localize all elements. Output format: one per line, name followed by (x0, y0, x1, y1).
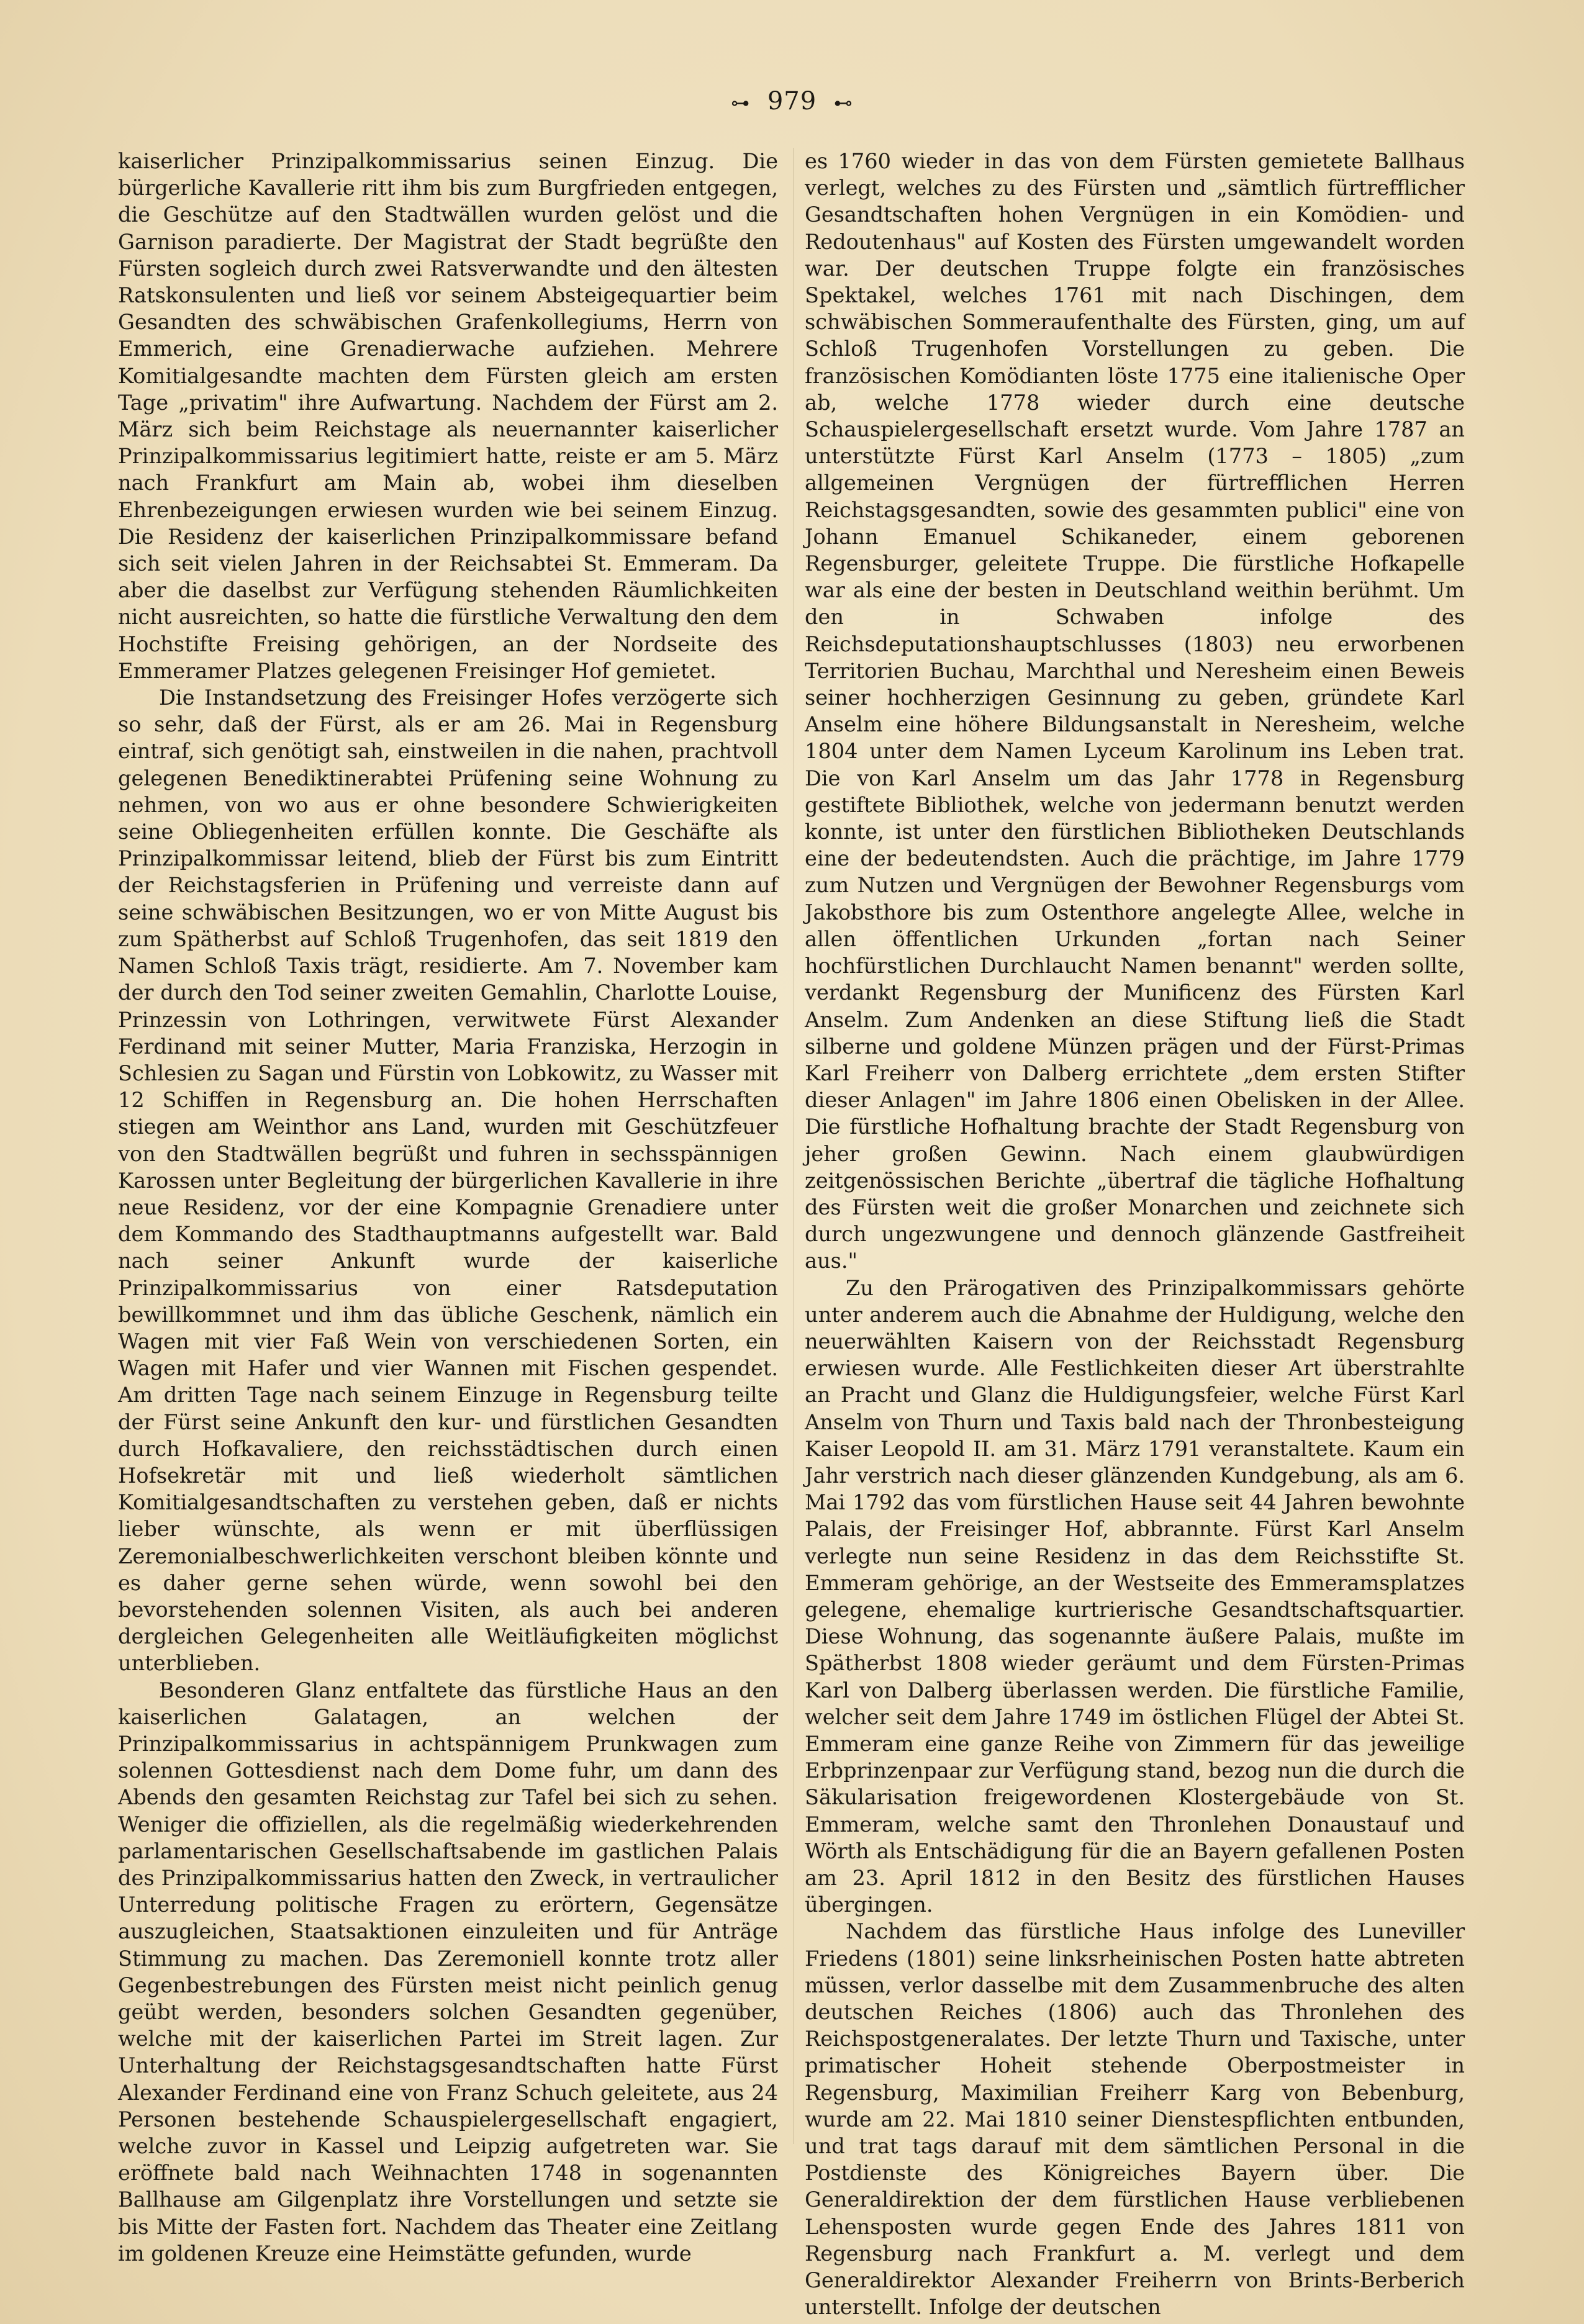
page-number: 979 (767, 87, 817, 115)
left-column (118, 148, 778, 2266)
paragraph: Nachdem das fürstliche Haus infolge des Luneviller Friedens (1801) seine linksrheinischen Posten hatte abtreten müssen, verlor dasselbe mit dem Zusammenbruche des alten deutschen Reiches (1806) auch das Thronlehen des Reichspostgeneralates. Der letzte Thurn und Taxische, unter primatischer Hoheit stehende Oberpostmeister in Regensburg, Maximilian Freiherr Karg von Bebenburg, wurde am 22. Mai 1810 seiner Dienstespflichten entbunden, und trat tags darauf mit dem sämtlichen Personal in die Postdienste des Königreiches Bayern über. Die Generaldirektion der dem fürstlichen Hause verbliebenen Lehensposten wurde gegen Ende des Jahres 1811 von Regensburg nach Frankfurt a. M. verlegt und dem Generaldirektor Alexander Freiherrn von Brints-Berberich unterstellt. Infolge der deutschen (805, 1919, 1465, 2320)
paragraph: kaiserlicher Prinzipalkommissarius seinen Einzug. Die bürgerliche Kavallerie ritt ihm bis zum Burgfrieden entgegen, die Geschütze auf den Stadtwällen wurden gelöst und die Garnison paradierte. Der Magistrat der Stadt begrüßte den Fürsten sogleich durch zwei Ratsverwandte und den ältesten Ratskonsulenten und ließ vor seinem Absteigequartier beim Gesandten des schwäbischen Grafenkollegiums, Herrn von Emmerich, eine Grenadierwache aufziehen. Mehrere Komitialgesandte machten dem Fürsten gleich am ersten Tage „privatim" ihre Aufwartung. Nachdem der Fürst am 2. März sich beim Reichstage als neuernannter kaiserlicher Prinzipalkommissarius legitimiert hatte, reiste er am 5. März nach Frankfurt am Main ab, wobei ihm dieselben Ehrenbezeigungen erwiesen wurden wie bei seinem Einzug. Die Residenz der kaiserlichen Prinzipalkommissare befand sich seit vielen Jahren in der Reichsabtei St. Emmeram. Da aber die daselbst zur Verfügung stehenden Räumlichkeiten nicht ausreichten, so hatte die fürstliche Verwaltung den dem Hochstifte Freising gehörigen, an der Nordseite des Emmeramer Platzes gelegenen Freisinger Hof gemietet. (118, 149, 778, 683)
right-column (805, 148, 1465, 2320)
paragraph: es 1760 wieder in das von dem Fürsten gemietete Ballhaus verlegt, welches zu des Fürsten und „sämtlich fürtrefflicher Gesandtschaften hohen Vergnügen in ein Komödien- und Redoutenhaus" auf Kosten des Fürsten umgewandelt worden war. Der deutschen Truppe folgte ein französisches Spektakel, welches 1761 mit nach Dischingen, dem schwäbischen Sommeraufenthalte des Fürsten, ging, um auf Schloß Trugenhofen Vorstellungen zu geben. Die französischen Komödianten löste 1775 eine italienische Oper ab, welche 1778 wieder durch eine deutsche Schauspielergesellschaft ersetzt wurde. Vom Jahre 1787 an unterstützte Fürst Karl Anselm (1773 – 1805) „zum allgemeinen Vergnügen der fürtrefflichen Herren Reichstagsgesandten, sowie des gesammten publici" eine von Johann Emanuel Schikaneder, einem geborenen Regensburger, geleitete Truppe. Die fürstliche Hofkapelle war als eine der besten in Deutschland weithin berühmt. Um den in Schwaben infolge des Reichsdeputationshauptschlusses (1803) neu erworbenen Territorien Buchau, Marchthal und Neresheim einen Beweis seiner hochherzigen Gesinnung zu geben, gründete Karl Anselm eine höhere Bildungsanstalt in Neresheim, welche 1804 unter dem Namen Lyceum Karolinum ins Leben trat. Die von Karl Anselm um das Jahr 1778 in Regensburg gestiftete Bibliothek, welche von jedermann benutzt werden konnte, ist unter den fürstlichen Bibliotheken Deutschlands eine der bedeutendsten. Auch die prächtige, im Jahre 1779 zum Nutzen und Vergnügen der Bewohner Regensburgs vom Jakobsthore bis zum Ostenthore angelegte Allee, welche in allen öffentlichen Urkunden „fortan nach Seiner hochfürstlichen Durchlaucht Namen benannt" werden sollte, verdankt Regensburg der Munificenz des Fürsten Karl Anselm. Zum Andenken an diese Stiftung ließ die Stadt silberne und goldene Münzen prägen und der Fürst-Primas Karl Freiherr von Dalberg errichtete „dem ersten Stifter dieser Anlagen" im Jahre 1806 einen Obelisken in der Allee. Die fürstliche Hofhaltung brachte der Stadt Regensburg von jeher großen Gewinn. Nach einem glaubwürdigen zeitgenössischen Berichte „übertraf die tägliche Hofhaltung des Fürsten weit die großer Monarchen und zeichnete sich durch ungezwungene und dennoch glänzende Gastfreiheit aus." (805, 149, 1465, 1273)
paragraph: Besonderen Glanz entfaltete das fürstliche Haus an den kaiserlichen Galatagen, an welchen der Prinzipalkommissarius in achtspännigem Prunkwagen zum solennen Gottesdienst nach dem Dome fuhr, um dann des Abends den gesamten Reichstag zur Tafel bei sich zu sehen. Weniger die offiziellen, als die regelmäßig wiederkehrenden parlamentarischen Gesellschaftsabende im gastlichen Palais des Prinzipalkommissarius hatten den Zweck, in vertraulicher Unterredung politische Fragen zu erörtern, Gegensätze auszugleichen, Staatsaktionen einzuleiten und für Anträge Stimmung zu machen. Das Zeremoniell konnte trotz aller Gegenbestrebungen des Fürsten meist nicht peinlich genug geübt werden, besonders solchen Gesandten gegenüber, welche mit der kaiserlichen Partei im Streit lagen. Zur Unterhaltung der Reichstagsgesandtschaften hatte Fürst Alexander Ferdinand eine von Franz Schuch geleitete, aus 24 Personen bestehende Schauspielergesellschaft engagiert, welche zuvor in Kassel und Leipzig aufgetreten war. Sie eröffnete bald nach Weihnachten 1748 in sogenannten Ballhause am Gilgenplatz ihre Vorstellungen und setzte sie bis Mitte der Fasten fort. Nachdem das Theater eine Zeitlang im goldenen Kreuze eine Heimstätte gefunden, wurde (118, 1678, 778, 2266)
paragraph: Die Instandsetzung des Freisinger Hofes verzögerte sich so sehr, daß der Fürst, als er am 26. Mai in Regensburg eintraf, sich genötigt sah, einstweilen in die nahen, prachtvoll gelegenen Benediktinerabtei Prüfening seine Wohnung zu nehmen, von wo aus er ohne besondere Schwierigkeiten seine Obliegenheiten erfüllen konnte. Die Geschäfte als Prinzipalkommissar leitend, blieb der Fürst bis zum Eintritt der Reichstagsferien in Prüfening und verreiste dann auf seine schwäbischen Besitzungen, wo er von Mitte August bis zum Spätherbst auf Schloß Trugenhofen, das seit 1819 den Namen Schloß Taxis trägt, residierte. Am 7. November kam der durch den Tod seiner zweiten Gemahlin, Charlotte Louise, Prinzessin von Lothringen, verwitwete Fürst Alexander Ferdinand mit seiner Mutter, Maria Franziska, Herzogin in Schlesien zu Sagan und Fürstin von Lobkowitz, zu Wasser mit 12 Schiffen in Regensburg an. Die hohen Herrschaften stiegen am Weinthor ans Land, wurden mit Geschützfeuer von den Stadtwällen begrüßt und fuhren in sechsspännigen Karossen unter Begleitung der bürgerlichen Kavallerie in ihre neue Residenz, vor der eine Kompagnie Grenadiere unter dem Kommando des Stadthauptmanns aufgestellt war. Bald nach seiner Ankunft wurde der kaiserliche Prinzipalkommissarius von einer Ratsdeputation bewillkommnet und ihm das übliche Geschenk, nämlich ein Wagen mit vier Faß Wein von verschiedenen Sorten, ein Wagen mit Hafer und vier Wannen mit Fischen gespendet. Am dritten Tage nach seinem Einzuge in Regensburg teilte der Fürst seine Ankunft den kur- und fürstlichen Gesandten durch Hofkavaliere, den reichsstädtischen durch einen Hofsekretär mit und ließ wiederholt sämtlichen Komitialgesandtschaften zu verstehen geben, daß er nichts lieber wünschte, als wenn er mit überflüssigen Zeremonialbeschwerlichkeiten verschont bleiben könnte und es daher gerne sehen würde, wenn sowohl bei den bevorstehenden solennen Visiten, als auch bei anderen dergleichen Gelegenheiten alle Weitläufigkeiten möglichst unterblieben. (118, 685, 778, 1676)
paragraph: Zu den Prärogativen des Prinzipalkommissars gehörte unter anderem auch die Abnahme der Huldigung, welche den neuerwählten Kaisern von der Reichsstadt Regensburg erwiesen wurde. Alle Festlichkeiten dieser Art überstrahlte an Pracht und Glanz die Huldigungsfeier, welche Fürst Karl Anselm von Thurn und Taxis bald nach der Thronbesteigung Kaiser Leopold II. am 31. März 1791 veranstaltete. Kaum ein Jahr verstrich nach dieser glänzenden Kundgebung, als am 6. Mai 1792 das vom fürstlichen Hause seit 44 Jahren bewohnte Palais, der Freisinger Hof, abbrannte. Fürst Karl Anselm verlegte nun seine Residenz in das dem Reichsstifte St. Emmeram gehörige, an der Westseite des Emmeramsplatzes gelegene, ehemalige kurtrierische Gesandtschaftsquartier. Diese Wohnung, das sogenannte äußere Palais, mußte im Spätherbst 1808 wieder geräumt und dem Fürsten-Primas Karl von Dalberg überlassen werden. Die fürstliche Familie, welcher seit dem Jahre 1749 im östlichen Flügel der Abtei St. Emmeram eine ganze Reihe von Zimmern für das jeweilige Erbprinzenpaar zur Verfügung stand, bezog nun die durch die Säkularisation freigewordenen Klostergebäude von St. Emmeram, welche samt den Thronlehen Donaustauf und Wörth als Entschädigung für die an Bayern gefallenen Posten am 23. April 1812 in den Besitz des fürstlichen Hauses übergingen. (805, 1275, 1465, 1917)
page-header (0, 87, 1584, 115)
ornament-left-icon: ⊶ (731, 92, 751, 114)
ornament-right-icon: ⊷ (833, 92, 853, 114)
